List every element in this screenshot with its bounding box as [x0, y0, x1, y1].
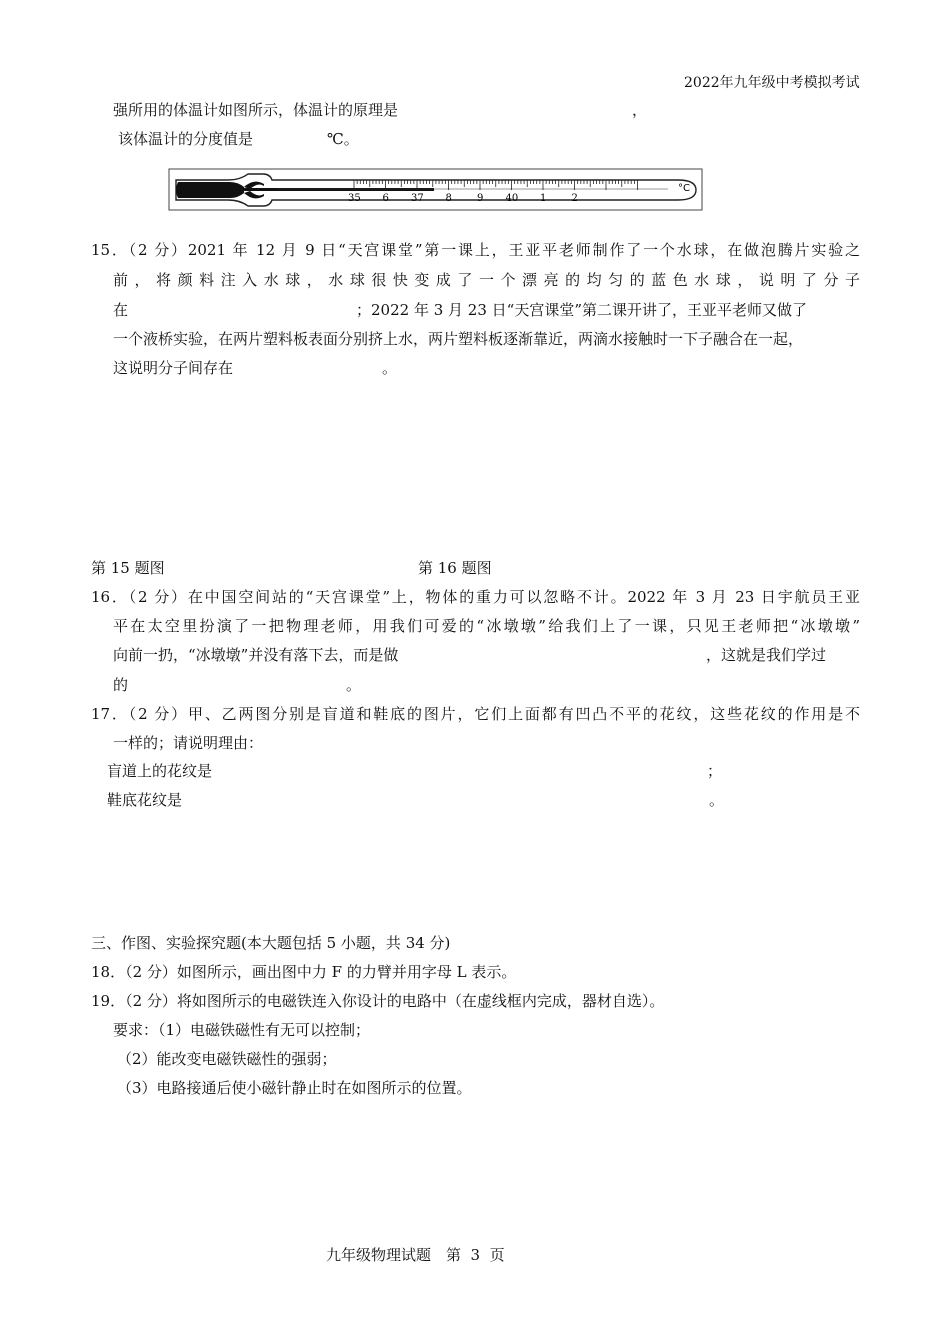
- q15-line5b: 。: [382, 359, 398, 377]
- clinical-thermometer-icon: [168, 168, 704, 212]
- q14-unit: ℃。: [327, 130, 359, 148]
- q19-req3: （3）电路接通后使小磁针静止时在如图所示的位置。: [117, 1079, 472, 1097]
- q14-line2: 该体温计的分度值是: [118, 130, 254, 148]
- q15-line5a: 这说明分子间存在: [113, 359, 234, 377]
- q17-line4b: 。: [709, 791, 725, 809]
- q16-line2: 平在太空里扮演了一把物理老师，用我们可爱的“冰墩墩”给我们上了一课，只见王老师把“冰墩墩”: [113, 617, 860, 635]
- q16-line3a: 向前一扔，“冰墩墩”并没有落下去，而是做: [113, 646, 399, 664]
- q15-line3a: 在: [113, 301, 129, 319]
- q17-line1: 17．（2 分）甲、乙两图分别是盲道和鞋底的图片，它们上面都有凹凸不平的花纹，这些花纹的作用是不: [91, 705, 860, 723]
- scale-tick-label: 1: [540, 193, 547, 204]
- scale-tick-label: 9: [477, 193, 484, 204]
- q16-line3b: ，这就是我们学过: [706, 646, 827, 664]
- q16-line1: 16．（2 分）在中国空间站的“天宫课堂”上，物体的重力可以忽略不计。2022 年 3 月 23 日宇航员王亚: [91, 588, 860, 606]
- q15-line1: 15．（2 分）2021 年 12 月 9 日“天宫课堂”第一课上，王亚平老师制作了一个水球，在做泡腾片实验之: [91, 241, 860, 259]
- q15-line2: 前，将颜料注入水球，水球很快变成了一个漂亮的均匀的蓝色水球，说明了分子: [113, 271, 860, 289]
- scale-tick-label: 8: [445, 193, 452, 204]
- q14-line1: 强所用的体温计如图所示，体温计的原理是: [113, 101, 399, 119]
- q19-req2: （2）能改变电磁铁磁性的强弱；: [117, 1050, 337, 1068]
- scale-tick-label: 2: [571, 193, 578, 204]
- q14-line1-end: ，: [632, 101, 648, 119]
- exam-title: 2022年九年级中考模拟考试: [684, 75, 860, 91]
- q19-req1: 要求：（1）电磁铁磁性有无可以控制；: [113, 1021, 371, 1039]
- page-footer: 九年级物理试题 第 3 页: [326, 1246, 505, 1264]
- q15-line3b: ；2022 年 3 月 23 日“天宫课堂”第二课开讲了，王亚平老师又做了: [356, 301, 807, 319]
- thermometer-unit: °C: [678, 183, 690, 194]
- q19-line1: 19．（2 分）将如图所示的电磁铁连入你设计的电路中（在虚线框内完成，器材自选）。: [91, 992, 665, 1010]
- q17-line2: 一样的；请说明理由：: [113, 734, 264, 752]
- fig15-caption: 第 15 题图: [91, 559, 165, 577]
- section3-heading: 三、作图、实验探究题(本大题包括 5 小题，共 34 分): [91, 934, 451, 952]
- scale-tick-label: 6: [382, 193, 389, 204]
- scale-tick-label: 35: [348, 193, 361, 204]
- q16-line4a: 的: [113, 676, 129, 694]
- q17-line3b: ；: [707, 762, 723, 780]
- q17-line3a: 盲道上的花纹是: [107, 762, 213, 780]
- q15-line4: 一个液桥实验，在两片塑料板表面分别挤上水，两片塑料板逐渐靠近，两滴水接触时一下子融合在一起，: [113, 330, 804, 348]
- scale-tick-label: 37: [411, 193, 424, 204]
- scale-tick-label: 40: [505, 193, 519, 204]
- q17-line4a: 鞋底花纹是: [107, 791, 183, 809]
- q18-line1: 18．（2 分）如图所示，画出图中力 F 的力臂并用字母 L 表示。: [91, 963, 517, 981]
- fig16-caption: 第 16 题图: [418, 559, 492, 577]
- q16-line4b: 。: [346, 676, 362, 694]
